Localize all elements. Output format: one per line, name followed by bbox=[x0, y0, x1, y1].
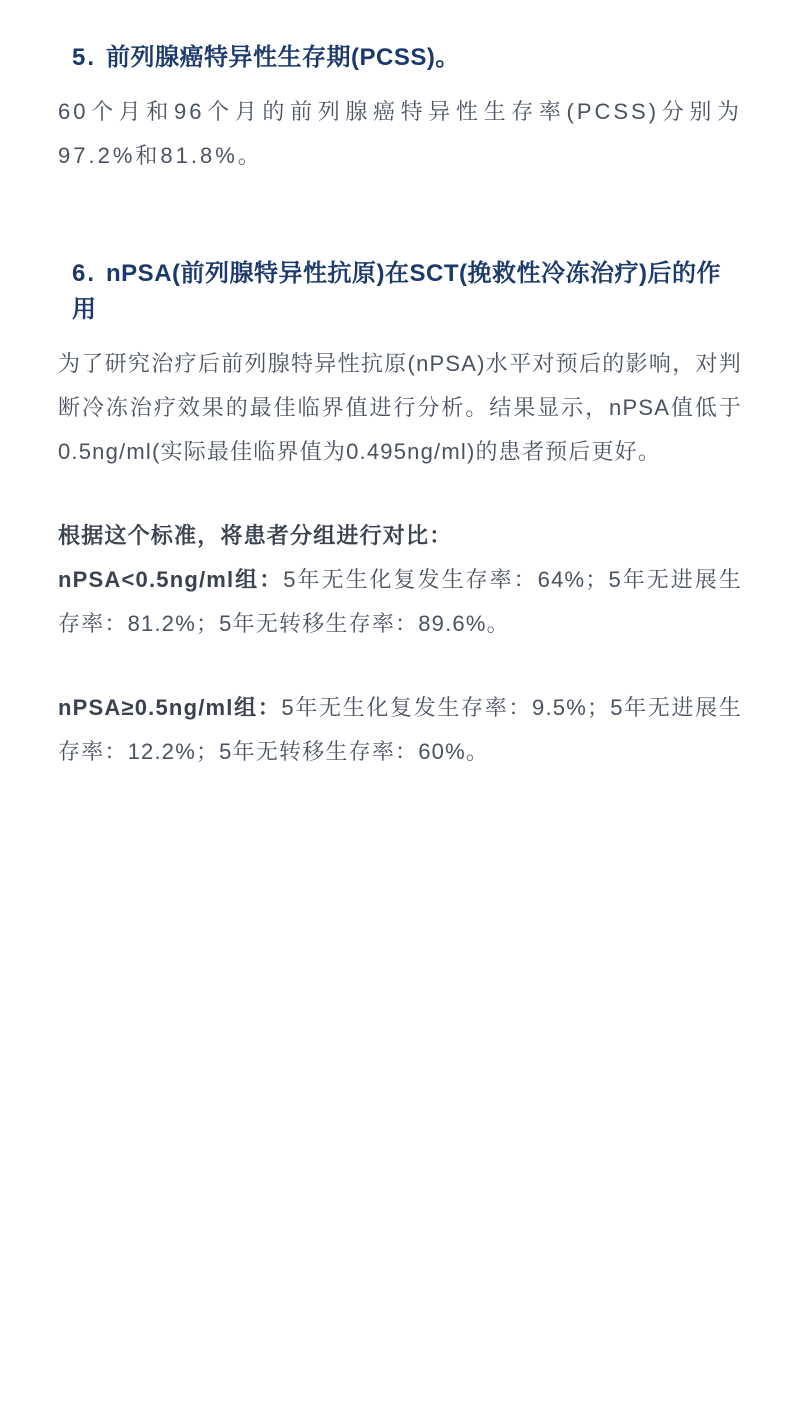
section-5-heading bbox=[58, 40, 742, 76]
spacer bbox=[58, 178, 742, 256]
section-6 bbox=[58, 256, 742, 774]
group-2-label: nPSA≥0.5ng/ml组： bbox=[58, 695, 282, 720]
group-1 bbox=[58, 558, 742, 646]
spacer bbox=[58, 646, 742, 686]
section-5-paragraph: 60个月和96个月的前列腺癌特异性生存率(PCSS)分别为97.2%和81.8%。 bbox=[58, 99, 742, 168]
section-5-number: 5. bbox=[72, 44, 97, 71]
group-1-label: nPSA<0.5ng/ml组： bbox=[58, 567, 284, 592]
section-6-heading bbox=[58, 256, 742, 328]
group-2-text: 5年无生化复发生存率：9.5%；5年无进展生存率：12.2%；5年无转移生存率：60%。 bbox=[58, 695, 742, 764]
spacer bbox=[58, 474, 742, 514]
section-6-subtitle: 根据这个标准，将患者分组进行对比： bbox=[58, 523, 453, 548]
group-1-text: 5年无生化复发生存率：64%；5年无进展生存率：81.2%；5年无转移生存率：89.6%。 bbox=[58, 567, 742, 636]
section-6-title: nPSA(前列腺特异性抗原)在SCT(挽救性冷冻治疗)后的作用 bbox=[72, 260, 721, 323]
section-5 bbox=[58, 40, 742, 178]
section-5-title: 前列腺癌特异性生存期(PCSS)。 bbox=[106, 44, 460, 71]
group-2 bbox=[58, 686, 742, 774]
section-6-paragraph: 为了研究治疗后前列腺特异性抗原(nPSA)水平对预后的影响，对判断冷冻治疗效果的最佳临界值进行分析。结果显示，nPSA值低于0.5ng/ml(实际最佳临界值为0.495ng/ml)的患者预后更好。 bbox=[58, 351, 742, 464]
section-6-number: 6. bbox=[72, 260, 97, 287]
